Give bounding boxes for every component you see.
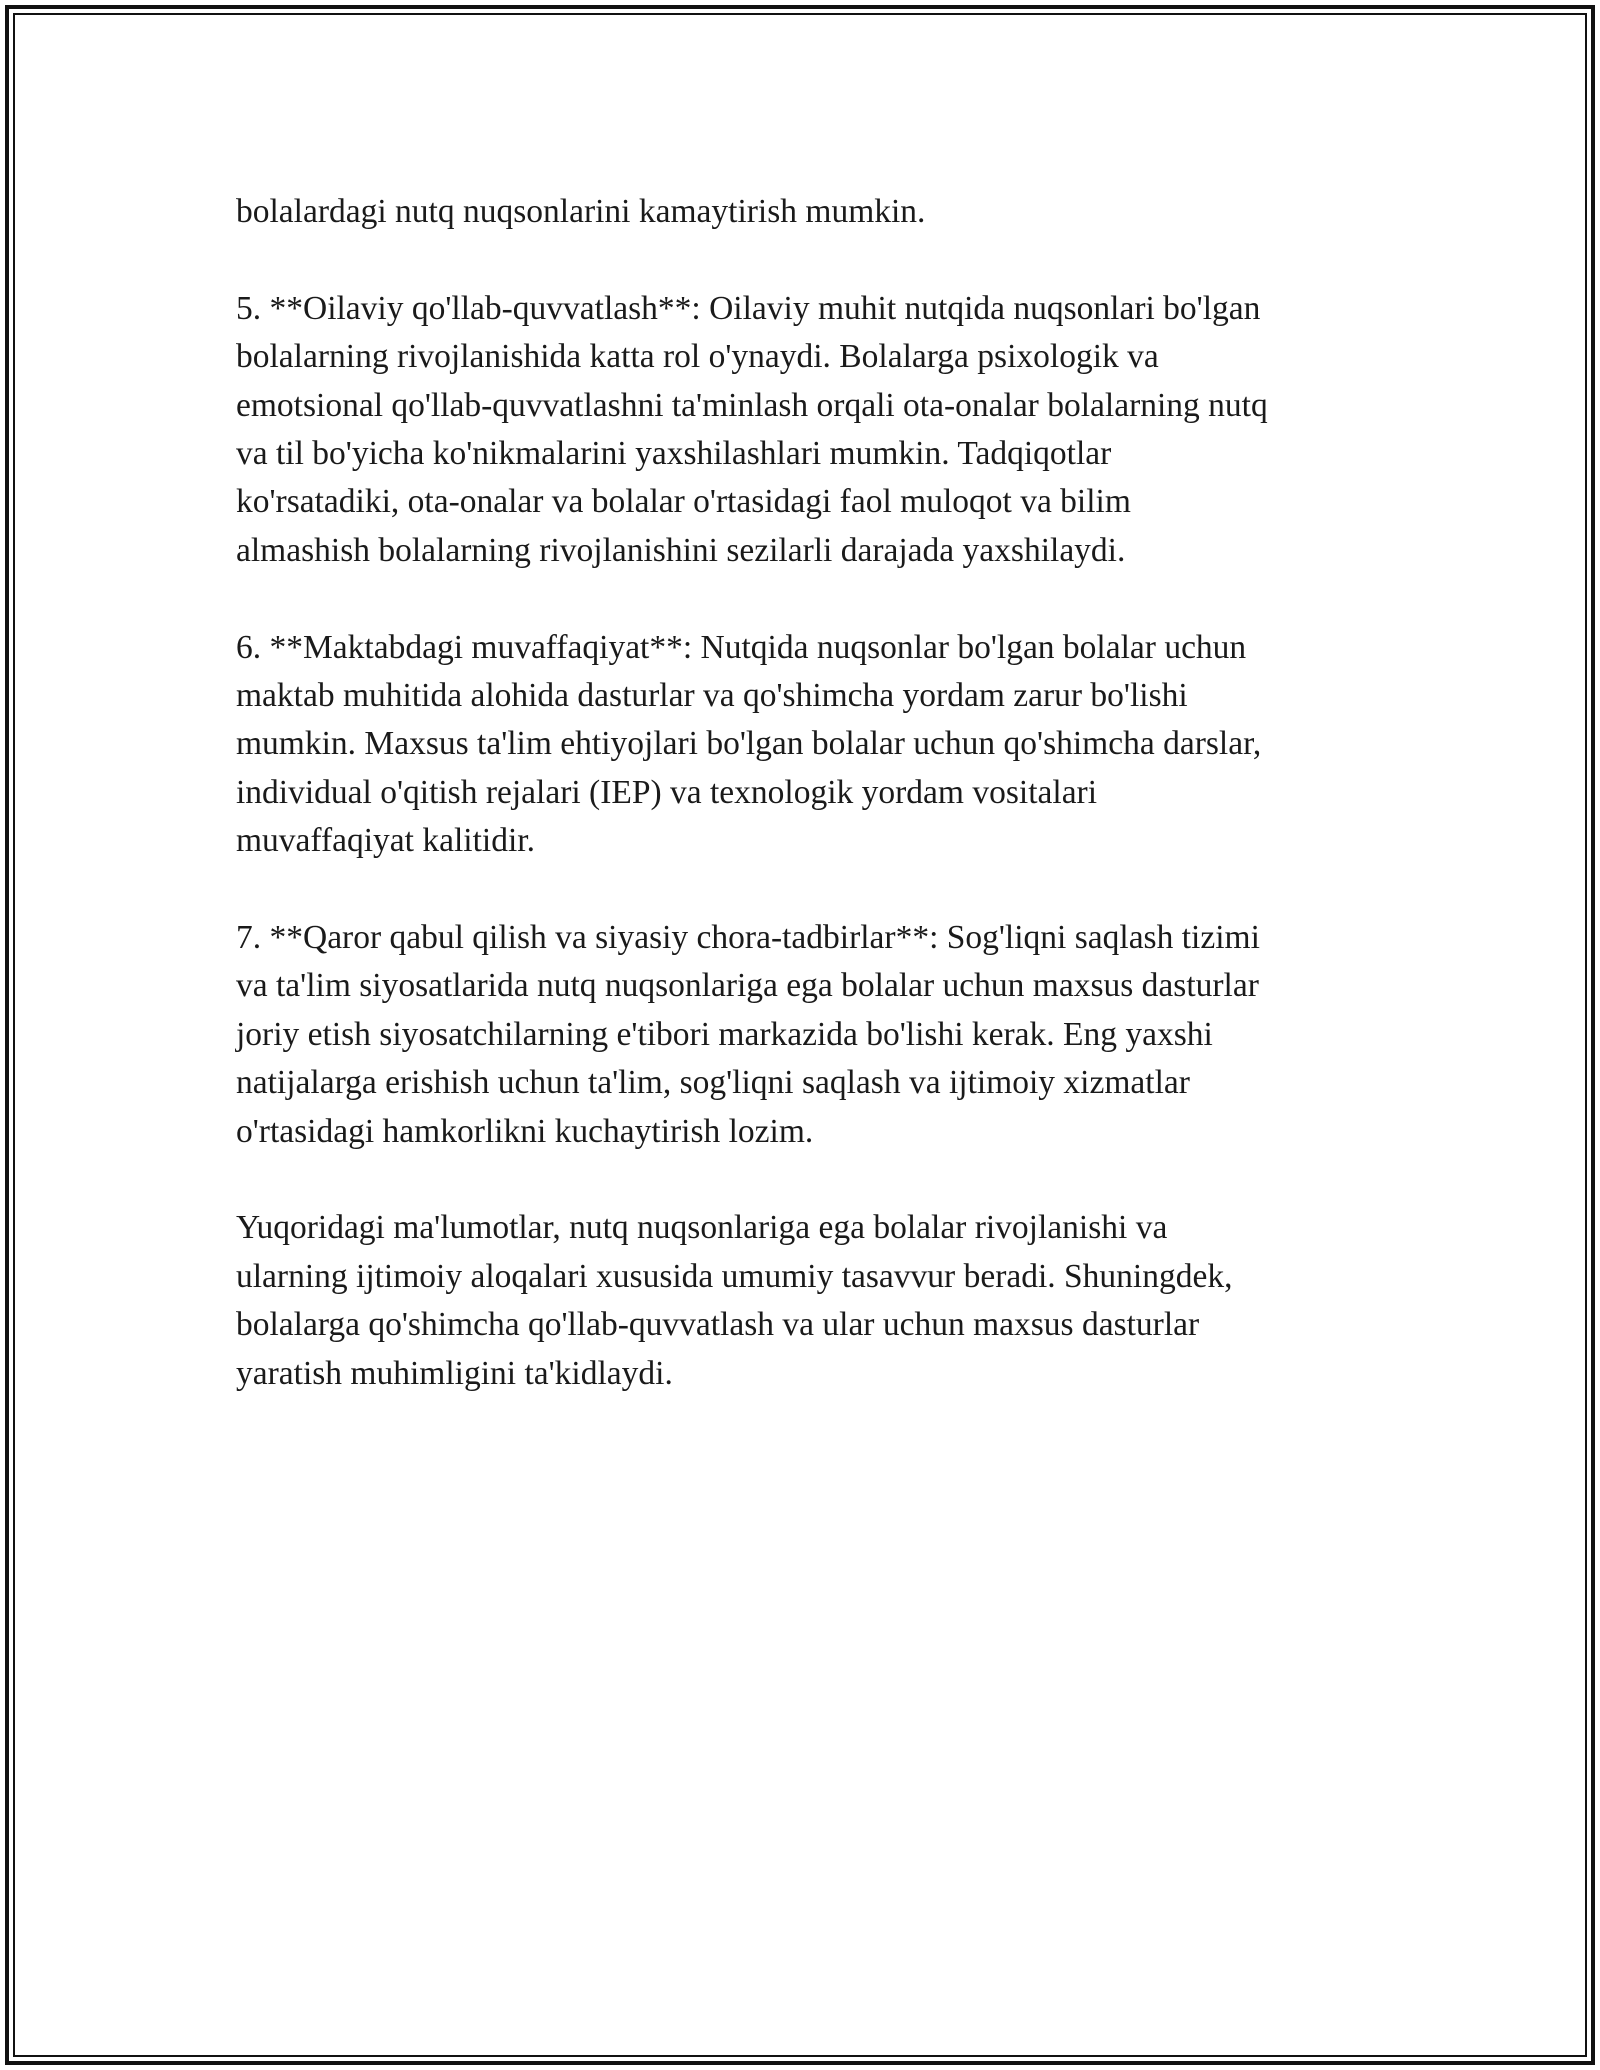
text-line: 7. **Qaror qabul qilish va siyasiy chora-tadbirlar**: Sog'liqni saqlash tizimi xyxy=(236,919,1260,957)
text-line: 6. **Maktabdagi muvaffaqiyat**: Nutqida nuqsonlar bo'lgan bolalar uchun xyxy=(236,628,1247,666)
text-line: individual o'qitish rejalari (IEP) va texnologik yordam vositalari xyxy=(236,773,1098,811)
text-line: maktab muhitida alohida dasturlar va qo'shimcha yordam zarur bo'lishi xyxy=(236,677,1188,715)
text-line: bolalarning rivojlanishida katta rol o'ynaydi. Bolalarga psixologik va xyxy=(236,338,1159,376)
paragraph-continuation xyxy=(236,188,1386,236)
text-line: emotsional qo'llab-quvvatlashni ta'minlash orqali ota-onalar bolalarning nutq xyxy=(236,386,1268,424)
text-line: joriy etish siyosatchilarning e'tibori markazida bo'lishi kerak. Eng yaxshi xyxy=(236,1015,1213,1053)
text-line: yaratish muhimligini ta'kidlaydi. xyxy=(236,1354,673,1392)
text-line: mumkin. Maxsus ta'lim ehtiyojlari bo'lgan bolalar uchun qo'shimcha darslar, xyxy=(236,725,1262,763)
text-line: natijalarga erishish uchun ta'lim, sog'liqni saqlash va ijtimoiy xizmatlar xyxy=(236,1064,1190,1102)
text-line: 5. **Oilaviy qo'llab-quvvatlash**: Oilaviy muhit nutqida nuqsonlari bo'lgan xyxy=(236,289,1261,327)
text-line: bolalarga qo'shimcha qo'llab-quvvatlash va ular uchun maxsus dasturlar xyxy=(236,1306,1200,1344)
text-line: muvaffaqiyat kalitidir. xyxy=(236,822,535,860)
document-body xyxy=(236,188,1386,1446)
text-line: va ta'lim siyosatlarida nutq nuqsonlariga ega bolalar uchun maxsus dasturlar xyxy=(236,967,1259,1005)
paragraph-item-7-policy xyxy=(236,914,1386,1156)
text-line: Yuqoridagi ma'lumotlar, nutq nuqsonlariga ega bolalar rivojlanishi va xyxy=(236,1209,1168,1247)
text-line: o'rtasidagi hamkorlikni kuchaytirish lozim. xyxy=(236,1112,814,1150)
paragraph-item-5-family-support xyxy=(236,285,1386,575)
text-line: bolalardagi nutq nuqsonlarini kamaytirish mumkin. xyxy=(236,193,926,230)
text-line: ko'rsatadiki, ota-onalar va bolalar o'rtasidagi faol muloqot va bilim xyxy=(236,483,1131,521)
text-line: ularning ijtimoiy aloqalari xususida umumiy tasavvur beradi. Shuningdek, xyxy=(236,1257,1233,1295)
text-line: va til bo'yicha ko'nikmalarini yaxshilashlari mumkin. Tadqiqotlar xyxy=(236,435,1112,473)
paragraph-conclusion xyxy=(236,1204,1386,1398)
text-line: almashish bolalarning rivojlanishini sezilarli darajada yaxshilaydi. xyxy=(236,531,1126,569)
paragraph-item-6-school-success xyxy=(236,624,1386,866)
